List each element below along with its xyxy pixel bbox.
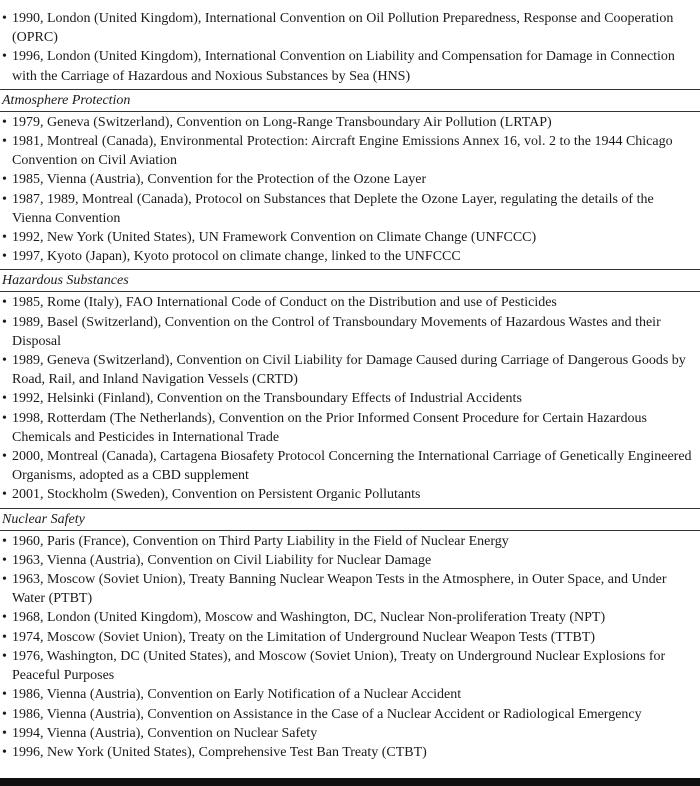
item-text: 1960, Paris (France), Convention on Third Party Liability in the Field of Nuclear Energy [12,533,509,549]
item-text: 1994, Vienna (Austria), Convention on Nuclear Safety [12,725,318,741]
bullet-icon: • [2,648,7,664]
list-item [0,485,700,504]
bullet-icon: • [2,487,7,503]
item-text: 1987, 1989, Montreal (Canada), Protocol on Substances that Deplete the Ozone Layer, regulating the details of the Vienna Convention [12,191,654,226]
list-item [0,647,700,685]
bullet-icon: • [2,725,7,741]
bullet-icon: • [2,191,7,207]
item-list [0,531,700,762]
bullet-icon: • [2,11,7,26]
bullet-icon: • [2,172,7,188]
bullet-icon: • [2,687,7,703]
section-atmosphere-protection [0,112,700,267]
list-item [0,313,700,351]
item-text: 1996, London (United Kingdom), International Convention on Liability and Compensation for Damage in Connection with the Carriage of Hazardous and Noxious Substances by Sea (HNS) [12,49,675,84]
section-nuclear-safety [0,531,700,762]
list-item [0,351,700,389]
list-item [0,608,700,627]
item-text: 1985, Vienna (Austria), Convention for the Protection of the Ozone Layer [12,172,427,188]
item-text: 1990, London (United Kingdom), International Convention on Oil Pollution Preparedness, Response and Cooperation (OPRC) [12,11,674,46]
item-text: 1992, Helsinki (Finland), Convention on the Transboundary Effects of Industrial Accidents [12,391,522,407]
bullet-icon: • [2,552,7,568]
list-item [0,170,700,189]
list-item [0,570,700,608]
item-text: 2000, Montreal (Canada), Cartagena Biosafety Protocol Concerning the International Carriage of Genetically Engineered Organisms, adopted as a CBD supplement [12,449,692,484]
bullet-icon: • [2,410,7,426]
bullet-icon: • [2,295,7,311]
list-item [0,47,700,85]
bullet-icon: • [2,533,7,549]
section-heading-nuclear: Nuclear Safety [2,511,85,527]
list-item [0,447,700,485]
page-bottom-bar [0,778,700,786]
bullet-icon: • [2,391,7,407]
list-item [0,743,700,762]
list-item [0,685,700,704]
item-text: 1997, Kyoto (Japan), Kyoto protocol on climate change, linked to the UNFCCC [12,249,461,265]
list-item [0,409,700,447]
bullet-icon: • [2,610,7,626]
item-text: 1963, Moscow (Soviet Union), Treaty Banning Nuclear Weapon Tests in the Atmosphere, in Outer Space, and Under Water (PTBT) [12,572,667,607]
list-item [0,9,700,47]
item-list [0,292,700,504]
section-hazardous-substances [0,292,700,504]
item-text: 1981, Montreal (Canada), Environmental Protection: Aircraft Engine Emissions Annex 16, vol. 2 to the 1944 Chicago Convention on Civil Aviation [12,134,673,169]
item-text: 2001, Stockholm (Sweden), Convention on Persistent Organic Pollutants [12,487,421,503]
list-item [0,724,700,743]
section-divider [0,508,700,509]
list-item [0,551,700,570]
item-text: 1986, Vienna (Austria), Convention on Early Notification of a Nuclear Accident [12,687,462,703]
list-item [0,705,700,724]
item-text: 1989, Basel (Switzerland), Convention on the Control of Transboundary Movements of Hazardous Wastes and their Disposal [12,314,661,349]
bullet-icon: • [2,49,7,65]
item-text: 1992, New York (United States), UN Framework Convention on Climate Change (UNFCCC) [12,230,537,246]
item-text: 1963, Vienna (Austria), Convention on Civil Liability for Nuclear Damage [12,552,432,568]
bullet-icon: • [2,114,7,130]
item-list [0,112,700,267]
item-text: 1979, Geneva (Switzerland), Convention on Long-Range Transboundary Air Pollution (LRTAP) [12,114,552,130]
item-text: 1976, Washington, DC (United States), and Moscow (Soviet Union), Treaty on Underground Nuclear Explosions for Peaceful Purposes [12,648,666,684]
bullet-icon: • [2,134,7,150]
item-text: 1974, Moscow (Soviet Union), Treaty on the Limitation of Underground Nuclear Weapon Tests (TTBT) [12,629,596,645]
section-continued-marine [0,0,700,86]
bullet-icon: • [2,572,7,588]
list-item [0,389,700,408]
item-text: 1989, Geneva (Switzerland), Convention on Civil Liability for Damage Caused during Carriage of Dangerous Goods by Road, Rail, and Inland Navigation Vessels (CRTD) [12,353,686,388]
list-item [0,190,700,228]
section-heading-atmosphere: Atmosphere Protection [2,92,131,108]
bullet-icon: • [2,249,7,265]
item-list [0,8,700,86]
bullet-icon: • [2,449,7,465]
list-item [0,532,700,551]
list-item [0,228,700,247]
list-item [0,132,700,170]
item-text: 1985, Rome (Italy), FAO International Code of Conduct on the Distribution and use of Pesticides [12,295,557,311]
section-divider [0,89,700,90]
item-text: 1998, Rotterdam (The Netherlands), Convention on the Prior Informed Consent Procedure for Certain Hazardous Chemicals and Pesticides in International Trade [12,410,647,445]
bullet-icon: • [2,353,7,369]
section-divider [0,269,700,270]
item-text: 1986, Vienna (Austria), Convention on Assistance in the Case of a Nuclear Accident or Radiological Emergency [12,706,642,722]
item-text: 1996, New York (United States), Comprehensive Test Ban Treaty (CTBT) [12,744,427,760]
list-item [0,113,700,132]
list-item [0,293,700,312]
bullet-icon: • [2,230,7,246]
bullet-icon: • [2,629,7,645]
section-heading-hazardous: Hazardous Substances [2,273,129,289]
item-text: 1968, London (United Kingdom), Moscow and Washington, DC, Nuclear Non-proliferation Treaty (NPT) [12,610,606,626]
bullet-icon: • [2,314,7,330]
bullet-icon: • [2,744,7,760]
list-item [0,247,700,266]
bullet-icon: • [2,706,7,722]
list-item [0,628,700,647]
